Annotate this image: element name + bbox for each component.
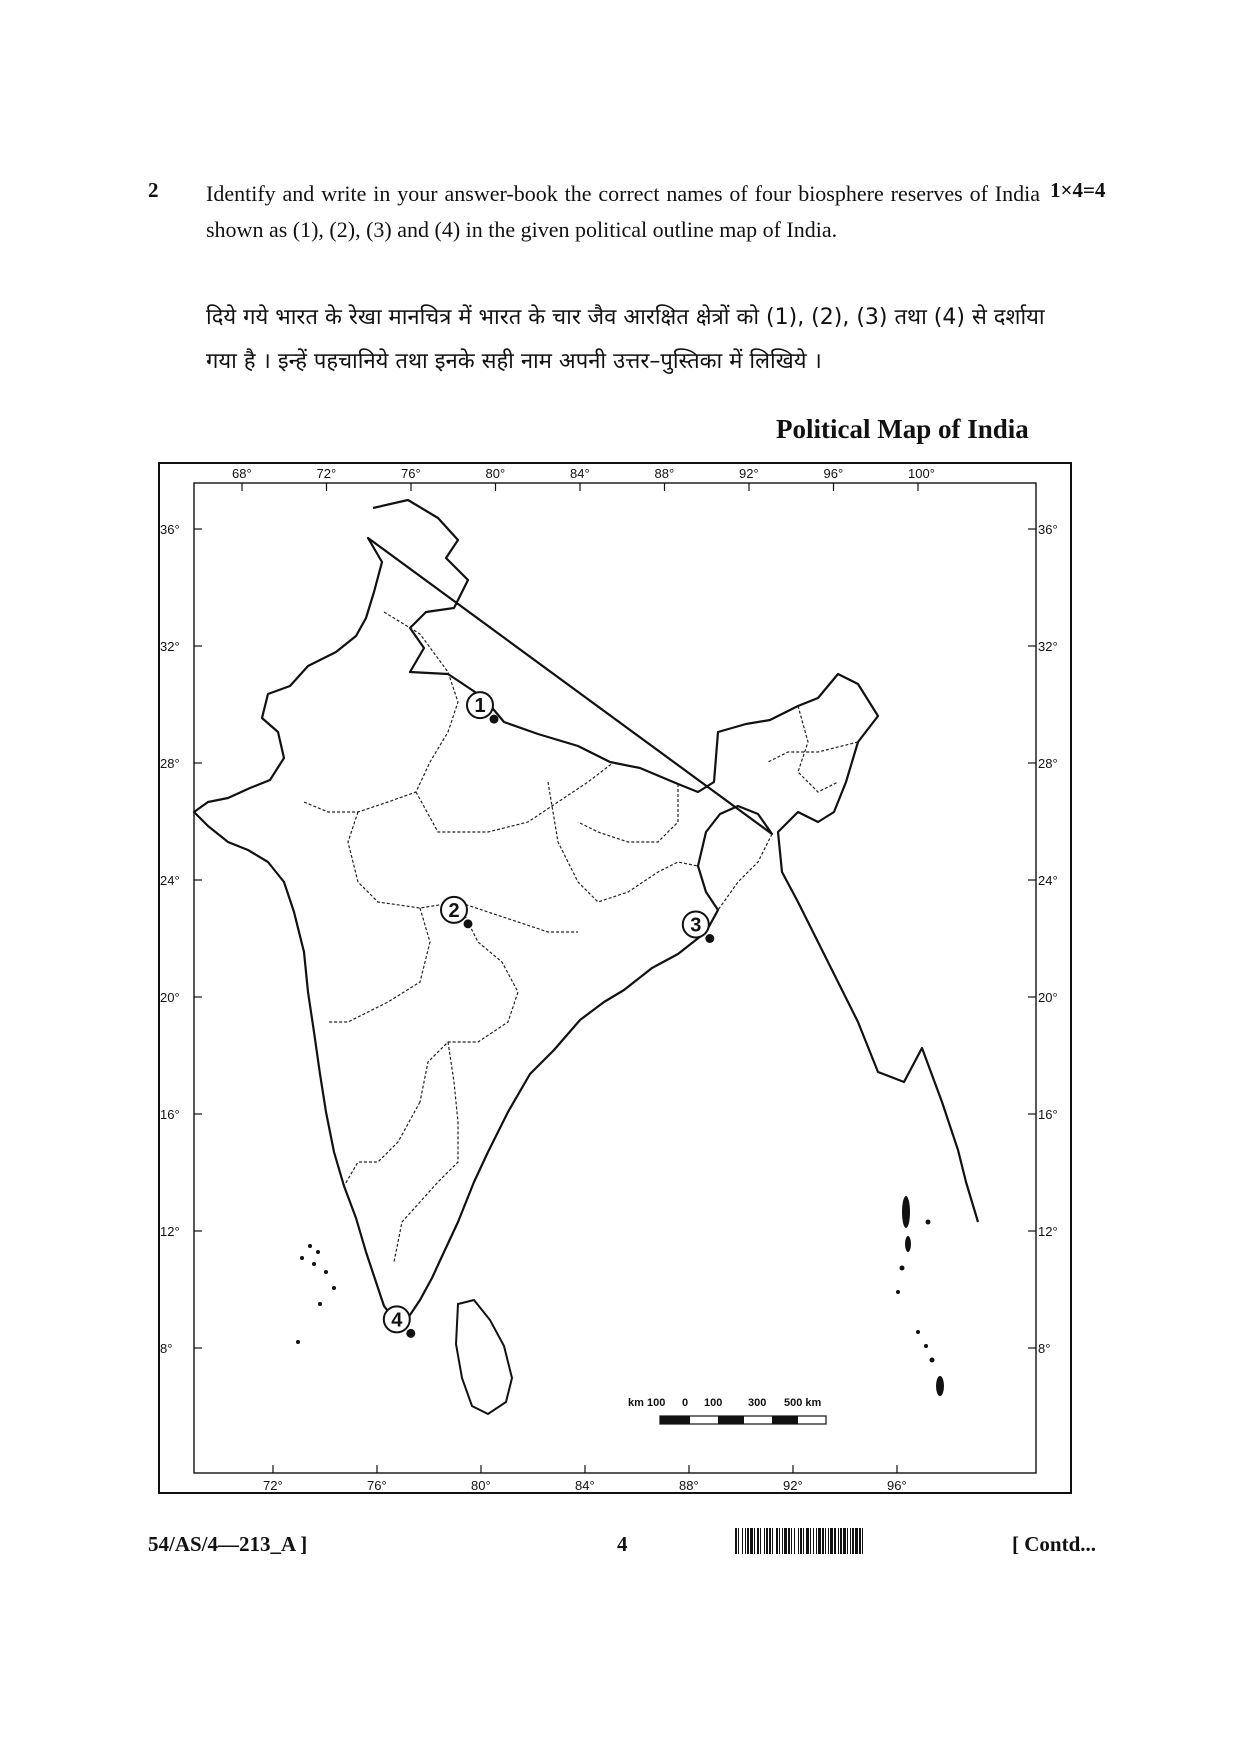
biosphere-marker-2: [441, 897, 473, 929]
biosphere-marker-4: [384, 1306, 416, 1338]
scale-label-500: 500 km: [784, 1397, 822, 1409]
scale-label-km100: km 100: [628, 1397, 666, 1409]
bottom-longitude-label: 92°: [783, 1478, 803, 1493]
barcode: [735, 1528, 987, 1554]
right-latitude-label: 36°: [1038, 522, 1058, 537]
india-outline: [194, 500, 978, 1324]
top-longitude-label: 96°: [823, 466, 844, 481]
right-latitude-label: 8°: [1038, 1341, 1051, 1356]
bottom-longitude-label: 84°: [575, 1478, 595, 1493]
bottom-longitude-label: 88°: [679, 1478, 699, 1493]
left-latitude-label: 12°: [160, 1224, 180, 1239]
marker-label: 2: [448, 899, 460, 922]
right-latitude-label: 24°: [1038, 873, 1058, 888]
top-longitude-label: 72°: [316, 466, 337, 481]
marker-dot: [406, 1329, 415, 1338]
top-longitude-label: 88°: [654, 466, 675, 481]
bottom-longitude-label: 72°: [263, 1478, 283, 1493]
question-text-english: Identify and write in your answer-book the correct names of four biosphere reserves of India shown as (1), (2), (3) and (4) in the given political outline map of India.: [206, 181, 1040, 242]
marker-dot: [464, 919, 473, 928]
map-frame: [159, 463, 1071, 1493]
right-latitude-label: 20°: [1038, 990, 1058, 1005]
right-latitude-label: 16°: [1038, 1107, 1058, 1122]
paper-code: 54/AS/4—213_A ]: [148, 1532, 308, 1556]
marker-label: 3: [690, 914, 702, 937]
state-borders: [304, 612, 858, 1262]
top-longitude-label: 68°: [232, 466, 252, 481]
marker-dot: [490, 715, 499, 724]
bottom-longitude-label: 96°: [887, 1478, 907, 1493]
left-latitude-label: 16°: [160, 1107, 180, 1122]
sri-lanka-outline: [456, 1300, 512, 1414]
scale-label-300: 300: [748, 1397, 767, 1409]
scale-label-0: 0: [682, 1397, 689, 1409]
map-title: Political Map of India: [776, 414, 1029, 444]
andaman-nicobar-islands: [896, 1196, 944, 1396]
scale-bar: [628, 1397, 826, 1424]
marker-label: 1: [474, 695, 486, 718]
top-longitude-label: 84°: [570, 466, 590, 481]
question-number: 2: [148, 178, 159, 202]
marker-dot: [705, 934, 714, 943]
page-number: 4: [617, 1532, 628, 1556]
right-latitude-label: 32°: [1038, 639, 1058, 654]
left-latitude-label: 28°: [160, 756, 180, 771]
right-latitude-label: 28°: [1038, 756, 1058, 771]
india-map: [158, 462, 1072, 1494]
question-marks: 1×4=4: [1050, 178, 1106, 202]
lakshadweep-islands: [296, 1244, 336, 1344]
right-latitude-label: 12°: [1038, 1224, 1058, 1239]
contd-label: [ Contd...: [1012, 1532, 1097, 1556]
map-inner-frame: [194, 483, 1036, 1473]
left-latitude-label: 24°: [160, 873, 180, 888]
bottom-longitude-label: 80°: [471, 1478, 491, 1493]
marker-label: 4: [391, 1309, 403, 1332]
bottom-longitude-label: 76°: [367, 1478, 387, 1493]
left-latitude-label: 36°: [160, 522, 180, 537]
biosphere-marker-1: [467, 692, 499, 724]
scale-label-100: 100: [704, 1397, 723, 1409]
top-longitude-label: 92°: [739, 466, 759, 481]
left-latitude-label: 20°: [160, 990, 180, 1005]
top-longitude-label: 100°: [908, 466, 935, 481]
question-text-hindi: दिये गये भारत के रेखा मानचित्र में भारत के चार जैव आरक्षित क्षेत्रों को (1), (2), (3) तथा (4) से दर्शाया गया है । इन्हें पहचानिये तथा इनके सही नाम अपनी उत्तर–पुस्तिका में लिखिये ।: [206, 305, 1045, 374]
left-latitude-label: 32°: [160, 639, 180, 654]
top-longitude-label: 80°: [485, 466, 506, 481]
top-longitude-label: 76°: [401, 466, 421, 481]
graticule-ticks: [160, 466, 1058, 1493]
left-latitude-label: 8°: [160, 1341, 173, 1356]
